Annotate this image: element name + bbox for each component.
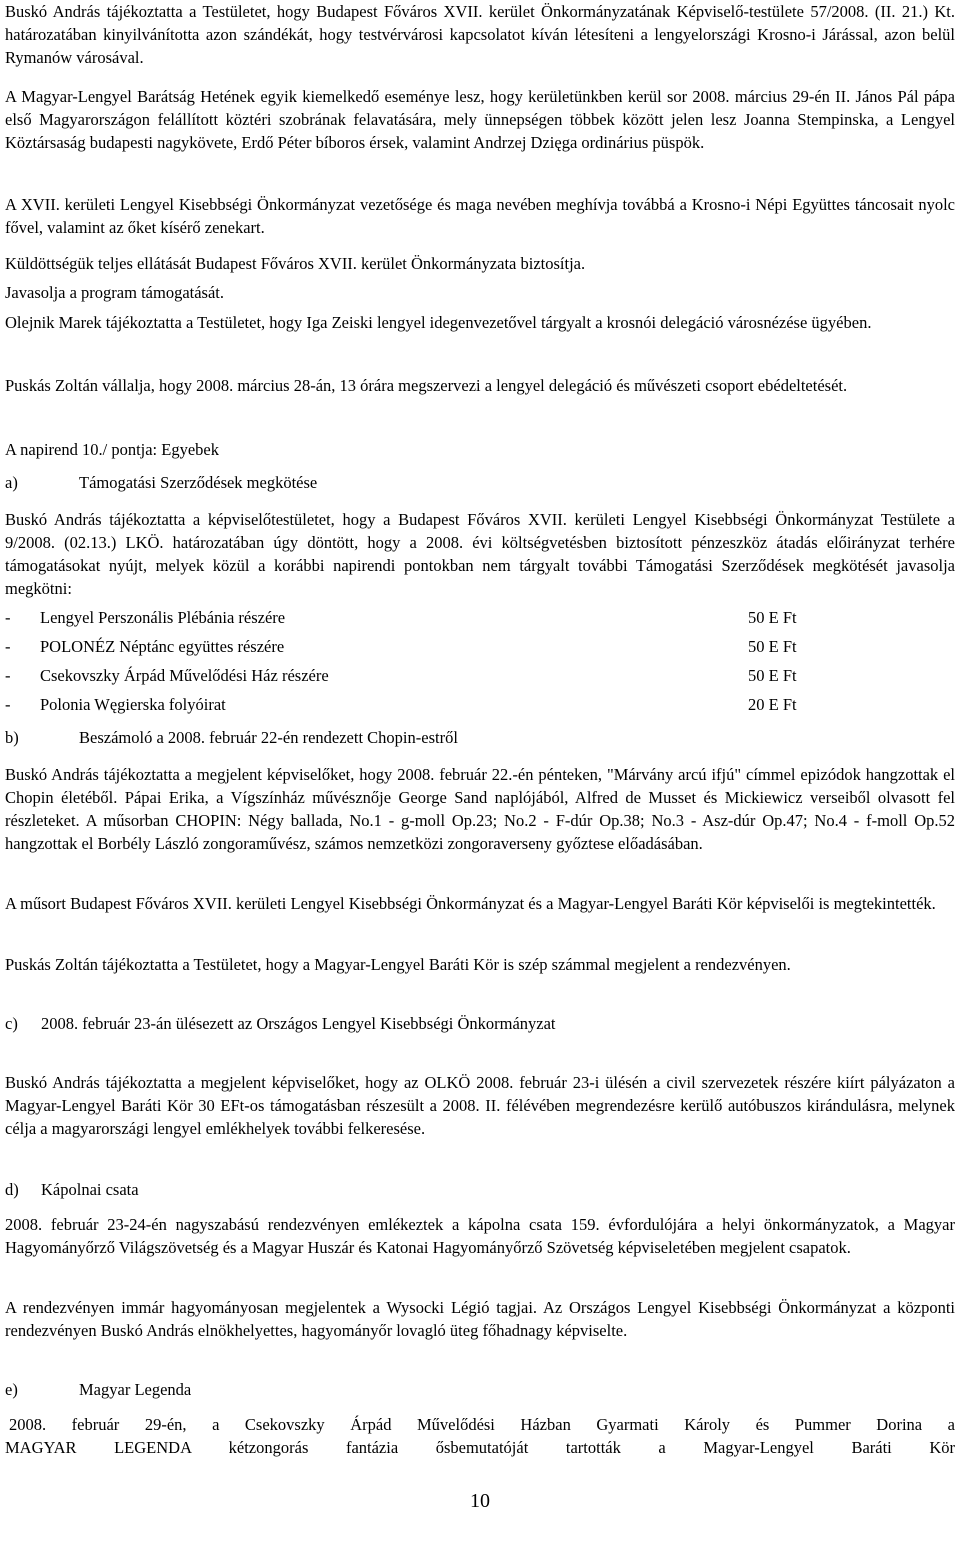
section-title: Kápolnai csata [41,1180,139,1199]
paragraph-line: 2008. február 29-én, a Csekovszky Árpád Művelődési Házban Gyarmati Károly és Pummer Dorina a [9,1415,955,1434]
paragraph: Javasolja a program támogatását. [5,283,225,302]
agenda-heading: A napirend 10./ pontja: Egyebek [5,440,219,459]
list-item-amount: 20 E Ft [748,695,797,714]
section-heading-d [5,1178,139,1201]
list-item-name: Csekovszky Árpád Művelődési Ház részére [40,666,329,685]
paragraph: Puskás Zoltán vállalja, hogy 2008. március 28-án, 13 órára megszervezi a lengyel delegáció és művészeti csoport ebédeltetését. [5,376,848,395]
paragraph: Buskó András tájékoztatta a Testületet, hogy Budapest Főváros XVII. kerület Önkormányzatának Képviselő-testülete 57/2008. (II. 21.) Kt. határozatában kinyilvánította azon szándékát, hogy testvérvárosi kapcsolatot kíván létesíteni a lengyelországi Krosno-i Járással, azon belül Rymanów városával. [5,2,955,67]
list-item-amount: 50 E Ft [748,666,797,685]
page-number: 10 [470,1490,490,1512]
paragraph: Buskó András tájékoztatta a megjelent képviselőket, hogy az OLKÖ 2008. február 23-i ülésén a civil szervezetek részére kiírt pályázaton a Magyar-Lengyel Baráti Kör 30 EFt-os támogatásban részesült a 2008. II. félévében megrendezésre kerülő autóbuszos kirándulásra, melynek célja a magyarországi lengyel emlékhelyek további felkeresése. [5,1073,955,1138]
section-heading-e [5,1378,191,1401]
section-label: e) [5,1380,18,1399]
paragraph: Küldöttségük teljes ellátását Budapest Főváros XVII. kerület Önkormányzata biztosítja. [5,254,586,273]
section-label: a) [5,473,18,492]
paragraph: Buskó András tájékoztatta a képviselőtestületet, hogy a Budapest Főváros XVII. kerületi Lengyel Kisebbségi Önkormányzat Testülete a 9/2008. (02.13.) LKÖ. határozatában úgy döntött, hogy a 2008. évi költségvetésben biztosított pénzeszköz átadás előirányzat terhére támogatásokat nyújt, melyek közül a korábbi napirendi pontokban nem tárgyalt további Támogatási Szerződések megkötését javasolja megkötni: [5,510,955,598]
list-item [5,632,955,661]
document-page [5,0,955,1541]
section-label: d) [5,1180,19,1199]
paragraph: A XVII. kerületi Lengyel Kisebbségi Önkormányzat vezetősége és maga nevében meghívja továbbá a Krosno-i Népi Együttes táncosait nyolc fővel, valamint az őket kísérő zenekart. [5,195,955,237]
section-heading-b [5,726,458,749]
list-item-amount: 50 E Ft [748,608,797,627]
section-title: Támogatási Szerződések megkötése [79,473,318,492]
paragraph: 2008. február 23-24-én nagyszabású rendezvényen emlékeztek a kápolna csata 159. évfordulójára a helyi önkormányzatok, a Magyar Hagyományőrző Világszövetség és a Magyar Huszár és Katonai Hagyományőrző Szövetség képviseletében megjelent csapatok. [5,1215,955,1257]
paragraph: Puskás Zoltán tájékoztatta a Testületet, hogy a Magyar-Lengyel Baráti Kör is szép számmal megjelent a rendezvényen. [5,955,791,974]
list-item-name: Lengyel Perszonális Plébánia részére [40,608,286,627]
paragraph: Buskó András tájékoztatta a megjelent képviselőket, hogy 2008. február 22.-én pénteken, "Márvány arcú ifjú" címmel epizódok hangzottak el Chopin életéből. Pápai Erika, a Vígszínház művésznője George Sand naplójából, Alfred de Musset és Mickiewicz verseiből olvasott fel részleteket. A műsorban CHOPIN: Négy ballada, No.1 - g-moll Op.23; No.2 - F-dúr Op.38; No.3 - Asz-dúr Op.47; No.4 - f-moll Op.52 hangzottak el Borbély László zongoraművész, számos nemzetközi zongoraverseny győztese előadásában. [5,765,955,853]
section-heading-c [5,1012,556,1035]
list-item-amount: 50 E Ft [748,637,797,656]
paragraph: A rendezvényen immár hagyományosan megjelentek a Wysocki Légió tagjai. Az Országos Lengyel Kisebbségi Önkormányzat a központi rendezvényen Buskó András elnökhelyettes, hagyományőr lovagló üteg főhadnagy képviselte. [5,1298,955,1340]
list-dash: - [5,666,11,685]
section-heading-a [5,471,317,494]
section-label: b) [5,728,19,747]
list-item [5,603,955,632]
list-dash: - [5,695,11,714]
section-title: 2008. február 23-án ülésezett az Országos Lengyel Kisebbségi Önkormányzat [41,1014,556,1033]
list-item [5,661,955,690]
paragraph: Olejnik Marek tájékoztatta a Testületet, hogy Iga Zeiski lengyel idegenvezetővel tárgyalt a krosnói delegáció városnézése ügyében. [5,313,872,332]
section-title: Magyar Legenda [79,1380,192,1399]
paragraph-line: MAGYAR LEGENDA kétzongorás fantázia ősbemutatóját tartották a Magyar-Lengyel Baráti Kör [5,1438,955,1457]
list-dash: - [5,608,11,627]
list-item-name: Polonia Węgierska folyóirat [40,695,226,714]
list-item [5,690,955,719]
support-list [5,603,955,719]
paragraph: A Magyar-Lengyel Barátság Hetének egyik kiemelkedő eseménye lesz, hogy kerületünkben kerül sor 2008. március 29-én II. János Pál pápa első Magyarországon felállított köztéri szobrának felavatására, mely ünnepségen többek között jelen lesz Joanna Stempinska, a Lengyel Köztársaság budapesti nagykövete, Erdő Péter bíboros érsek, valamint Andrzej Dzięga ordinárius püspök. [5,87,955,152]
section-label: c) [5,1014,18,1033]
list-item-name: POLONÉZ Néptánc együttes részére [40,637,285,656]
list-dash: - [5,637,11,656]
paragraph: A műsort Budapest Főváros XVII. kerületi Lengyel Kisebbségi Önkormányzat és a Magyar-Lengyel Baráti Kör képviselői is megtekintették. [5,894,936,913]
section-title: Beszámoló a 2008. február 22-én rendezett Chopin-estről [79,728,458,747]
